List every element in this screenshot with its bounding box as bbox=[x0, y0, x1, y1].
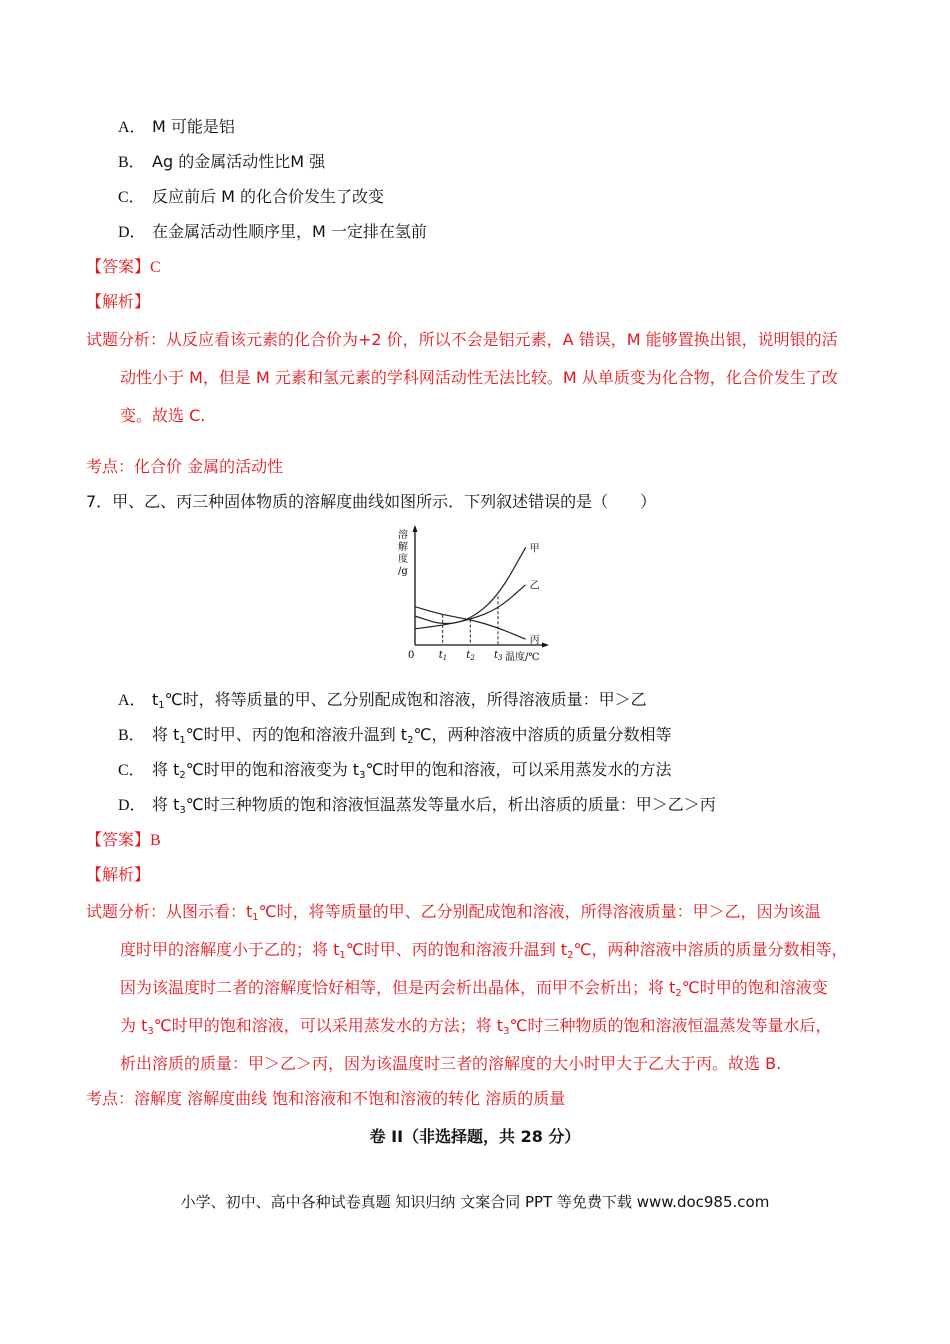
x-axis-label: 温度/℃ bbox=[505, 652, 540, 663]
option-text: 将 t bbox=[152, 795, 180, 814]
y-label-char: 溶 bbox=[398, 530, 408, 541]
x-tick-label: $t_1$ bbox=[438, 650, 448, 662]
q6-option-d bbox=[118, 221, 427, 244]
option-text: ℃，两种溶液中溶质的质量分数相等 bbox=[413, 725, 672, 744]
option-text: ℃时甲的饱和溶液，可以采用蒸发水的方法 bbox=[365, 760, 672, 779]
q7-analysis-line bbox=[120, 1053, 781, 1075]
analysis-text: 析出溶质的质量：甲＞乙＞丙，因为该温度时三者的溶解度的大小时甲大于乙大于丙。故选 B. bbox=[120, 1054, 782, 1073]
q6-analysis-line: 变。故选 C. bbox=[120, 406, 206, 425]
q7-kaodian: 考点：溶解度 溶解度曲线 饱和溶液和不饱和溶液的转化 溶质的质量 bbox=[86, 1089, 566, 1108]
series-label: 乙 bbox=[529, 580, 540, 592]
q7-question: 7．甲、乙、丙三种固体物质的溶解度曲线如图所示．下列叙述错误的是（ ） bbox=[86, 492, 657, 511]
option-text: 将 t bbox=[152, 760, 180, 779]
answer-label: 【答案】 bbox=[86, 830, 151, 849]
q7-option-c bbox=[118, 759, 671, 784]
q7-analysis-line bbox=[120, 939, 847, 964]
curve-bing bbox=[415, 607, 526, 640]
subscript: 2 bbox=[407, 735, 414, 746]
q7-analysis-line bbox=[120, 977, 828, 1002]
q6-analysis-line: 动性小于 M，但是 M 元素和氢元素的学科网活动性无法比较。M 从单质变为化合物，化合价发生了改 bbox=[120, 368, 838, 387]
origin-label: 0 bbox=[408, 650, 415, 661]
q7-option-a bbox=[118, 689, 647, 714]
x-tick-label: $t_2$ bbox=[466, 650, 475, 662]
subscript: 2 bbox=[179, 770, 186, 781]
q7-analysis-line bbox=[120, 1015, 831, 1040]
analysis-text: ℃时甲、丙的饱和溶液升温到 t bbox=[345, 940, 568, 959]
q7-answer bbox=[86, 829, 161, 852]
subscript: 1 bbox=[179, 735, 186, 746]
analysis-text: ℃，两种溶液中溶质的质量分数相等， bbox=[573, 940, 848, 959]
answer-value: C bbox=[150, 259, 161, 276]
option-letter: B． bbox=[118, 154, 145, 171]
option-letter: A． bbox=[118, 692, 146, 709]
y-axis-label bbox=[398, 528, 408, 577]
answer-label: 【答案】 bbox=[86, 257, 151, 276]
y-label-char: 度 bbox=[398, 554, 408, 565]
q6-analysis-line: 试题分析：从反应看该元素的化合价为+2 价，所以不会是铝元素，A 错误，M 能够置换出银，说明银的活 bbox=[86, 330, 838, 349]
chart-marks bbox=[415, 543, 540, 662]
subscript: 3 bbox=[147, 1026, 154, 1037]
option-text: M 可能是铝 bbox=[152, 117, 235, 136]
subscript: 1 bbox=[158, 700, 165, 711]
option-letter: A． bbox=[118, 119, 146, 136]
series-label: 甲 bbox=[529, 543, 540, 555]
subscript: 1 bbox=[252, 912, 259, 923]
q6-option-c bbox=[118, 186, 384, 209]
y-axis-arrow bbox=[413, 525, 418, 532]
q6-kaodian: 考点：化合价 金属的活动性 bbox=[86, 457, 284, 476]
option-text: ℃时甲、丙的饱和溶液升温到 t bbox=[185, 725, 408, 744]
analysis-text: ℃时甲的饱和溶液，可以采用蒸发水的方法；将 t bbox=[153, 1016, 504, 1035]
q6-option-b bbox=[118, 151, 325, 174]
x-axis-arrow bbox=[542, 643, 549, 648]
y-label-char: /g bbox=[398, 566, 408, 577]
solubility-chart bbox=[395, 525, 555, 670]
analysis-text: 度时甲的溶解度小于乙的；将 t bbox=[120, 940, 340, 959]
subscript: 1 bbox=[339, 950, 346, 961]
section-title: 卷 II（非选择题，共 28 分） bbox=[369, 1127, 581, 1146]
q6-option-a bbox=[118, 116, 235, 139]
q6-answer bbox=[86, 256, 161, 279]
option-letter: C． bbox=[118, 189, 145, 206]
subscript: 3 bbox=[179, 805, 186, 816]
q7-analysis-label: 【解析】 bbox=[86, 865, 151, 884]
q6-analysis-label: 【解析】 bbox=[86, 292, 151, 311]
x-tick-label: $t_3$ bbox=[494, 650, 503, 662]
analysis-text: 因为该温度时二者的溶解度恰好相等，但是丙会析出晶体，而甲不会析出；将 t bbox=[120, 978, 676, 997]
option-text: 将 t bbox=[152, 725, 180, 744]
q7-analysis-line bbox=[86, 901, 821, 926]
analysis-text: ℃时，将等质量的甲、乙分别配成饱和溶液，所得溶液质量：甲＞乙，因为该温 bbox=[258, 902, 821, 921]
page-footer: 小学、初中、高中各种试卷真题 知识归纳 文案合同 PPT 等免费下载 www.doc985.com bbox=[180, 1193, 770, 1211]
analysis-text: ℃时三种物质的饱和溶液恒温蒸发等量水后， bbox=[509, 1016, 832, 1035]
option-text: 在金属活动性顺序里，M 一定排在氢前 bbox=[152, 222, 427, 241]
option-text: ℃时，将等质量的甲、乙分别配成饱和溶液，所得溶液质量：甲＞乙 bbox=[164, 690, 647, 709]
option-letter: C． bbox=[118, 762, 145, 779]
analysis-text: ℃时甲的饱和溶液变 bbox=[681, 978, 828, 997]
q7-option-d bbox=[118, 794, 716, 819]
option-text: ℃时三种物质的饱和溶液恒温蒸发等量水后，析出溶质的质量：甲＞乙＞丙 bbox=[185, 795, 716, 814]
analysis-text: 为 t bbox=[120, 1016, 148, 1035]
subscript: 2 bbox=[567, 950, 574, 961]
option-letter: B． bbox=[118, 727, 145, 744]
subscript: 3 bbox=[503, 1026, 510, 1037]
subscript: 3 bbox=[359, 770, 366, 781]
subscript: 2 bbox=[675, 988, 682, 999]
option-text: 反应前后 M 的化合价发生了改变 bbox=[152, 187, 384, 206]
y-label-char: 解 bbox=[398, 542, 408, 553]
option-letter: D． bbox=[118, 797, 146, 814]
option-text: Ag 的金属活动性比M 强 bbox=[152, 152, 326, 171]
analysis-text: 试题分析：从图示看：t bbox=[86, 902, 253, 921]
option-text: t bbox=[152, 690, 159, 709]
q7-option-b bbox=[118, 724, 671, 749]
option-letter: D． bbox=[118, 224, 146, 241]
option-text: ℃时甲的饱和溶液变为 t bbox=[185, 760, 360, 779]
series-label: 丙 bbox=[529, 635, 540, 647]
answer-value: B bbox=[150, 832, 161, 849]
